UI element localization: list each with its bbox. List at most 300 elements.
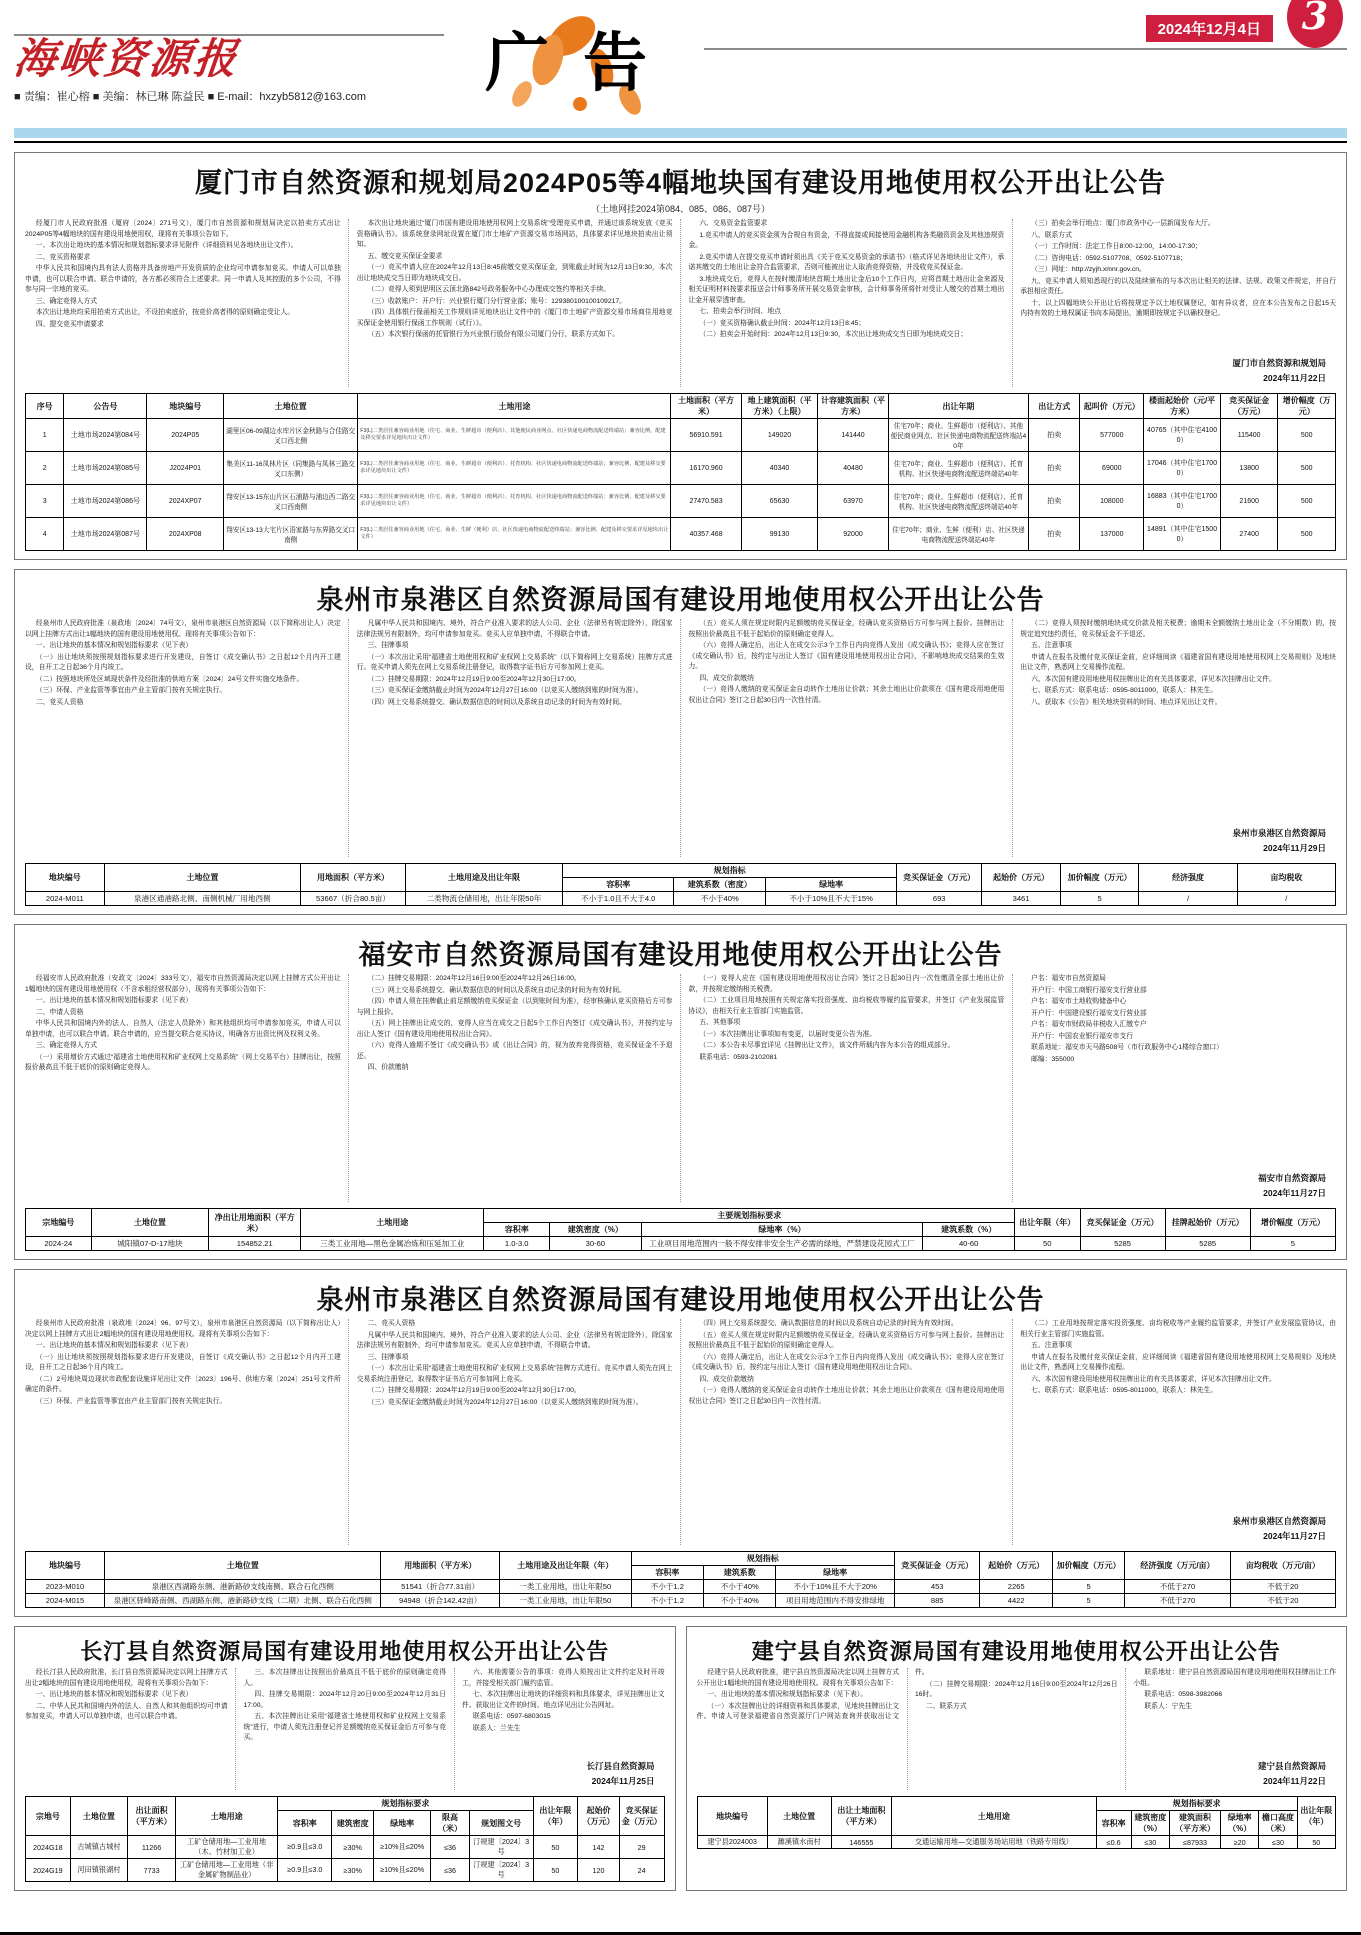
masthead-rule-right <box>704 48 1347 50</box>
column-header: 地块编号 <box>26 1552 105 1580</box>
paragraph: 八、获取本《公告》相关地块资料的时间、地点详见出让文件。 <box>1031 698 1222 706</box>
body-text-area <box>25 1668 665 1790</box>
table-cell: 94948（折合142.42亩） <box>381 1594 499 1608</box>
section-title: 长汀县自然资源局国有建设用地使用权公开出让公告 <box>80 1639 610 1664</box>
body-text-columns <box>25 1319 1336 1545</box>
table-cell: 集美区11-16凤林片区（同集路与凤林三路交叉口东侧） <box>224 452 358 485</box>
column-header: 亩均税收（万元/亩） <box>1230 1552 1335 1580</box>
paragraph: （三）网址：http://zyjh.xmnr.gov.cn。 <box>1031 266 1146 274</box>
table-cell: 693 <box>897 892 982 906</box>
section-title: 建宁县自然资源局国有建设用地使用权公开出让公告 <box>751 1639 1281 1664</box>
table-row <box>26 518 1336 551</box>
section-xiamen-announcement <box>14 152 1347 560</box>
paragraph: 六、本次国有建设用地使用权挂牌出让的有关具体要求，详见本次挂牌出让文件。 <box>1031 675 1276 683</box>
table-cell: 翔安区13-13大宅片区浯家路与东界路交叉口南侧 <box>224 518 358 551</box>
table-cell: 5 <box>1052 1594 1124 1608</box>
table-cell: 2024P05 <box>147 419 224 452</box>
paragraph: 凡属中华人民共和国境内、境外，符合产业准入要求的法人公司、企业（法律另有规定除外），除国家法律法规另有限制外，均可申请参加竞买。竞买人应单独申请，不得联合申请。 <box>356 1331 673 1350</box>
table-cell: 交通运输用地—交通服务场站用地（铁路专用线） <box>892 1836 1096 1849</box>
land-parcel-table <box>25 1208 1336 1251</box>
paragraph: 四、挂牌交易期限：2024年12月20日9:00至2024年12月31日17:00。 <box>243 1691 446 1709</box>
column-header: 土地位置 <box>104 1552 380 1580</box>
table-cell: 40480 <box>818 452 888 485</box>
table-cell: 5 <box>1052 1580 1124 1594</box>
paragraph: 联系电话：0598-3982066 <box>1144 1691 1223 1699</box>
column-header: 序号 <box>26 394 64 419</box>
column-subheader: 建筑密度 <box>332 1811 374 1836</box>
column-subheader: 建筑面积（平方米） <box>1169 1811 1220 1836</box>
column-header: 土地用途 <box>358 394 671 419</box>
paragraph: 凡属中华人民共和国境内、境外，符合产业准入要求的法人公司、企业（法律另有规定除外），除国家法律法规另有限制外，均可申请参加竞买。竞买人应单独申请，不得联合申请。 <box>356 620 673 638</box>
column-header: 起始价（万元） <box>980 1552 1052 1580</box>
table-cell: 11266 <box>128 1836 176 1859</box>
table-cell: 汀规建〔2024〕3号 <box>469 1836 533 1859</box>
table-cell: ≥0.9且≤3.0 <box>278 1859 332 1882</box>
signature-block <box>1224 826 1326 855</box>
signature-org: 福安市自然资源局 <box>1257 1173 1326 1184</box>
bottom-sections-row <box>14 1626 1347 1891</box>
column-subheader: 限高（米） <box>431 1811 469 1836</box>
table-row <box>26 1580 1336 1594</box>
table-cell: 500 <box>1278 419 1336 452</box>
paragraph: （五）竞买人须在规定时限内足额缴纳竞买保证金，经确认竞买资格后方可参与网上报价。挂牌出让按照出价最高且不低于起始价的原则确定竞得人。 <box>688 620 1005 638</box>
column-header: 土地位置 <box>224 394 358 419</box>
table-cell: 56910.591 <box>671 419 741 452</box>
body-text-area <box>25 619 1336 857</box>
paragraph: 十、以上四幅地块公开出让后将按规定予以土地权属登记，如有异议者，应在本公告发布之日起15天内持有效的土地权属证书向本局提出，逾期即按规定予以确权登记。 <box>1020 299 1336 318</box>
paragraph: 一、出让地块的基本情况和规划指标要求（见下表） <box>35 1691 193 1699</box>
column-header: 经济强度（万元/亩） <box>1125 1552 1230 1580</box>
table-cell: 13800 <box>1220 452 1278 485</box>
table-cell: 21600 <box>1220 485 1278 518</box>
table-cell: 115400 <box>1220 419 1278 452</box>
divider-rule <box>14 141 1347 143</box>
column-subheader: 建筑系数（密度） <box>674 878 766 892</box>
table-cell: 149020 <box>741 419 818 452</box>
body-text-columns <box>25 619 1336 857</box>
column-subheader: 建筑密度（%） <box>549 1223 641 1237</box>
table-cell: 土地市场2024第084号 <box>64 419 147 452</box>
table-row <box>26 892 1336 906</box>
table-cell: 50 <box>533 1859 578 1882</box>
table-cell: 141440 <box>818 419 888 452</box>
paragraph: （一）本次出让采用“福建省土地使用权和矿业权网上交易系统”挂牌方式进行。竞买申请人须先在网上交易系统注册登记，取得数字证书后方可参加网上竞买。 <box>356 1365 673 1383</box>
table-cell: ≥10%且≤20% <box>373 1836 430 1859</box>
body-text-columns <box>25 974 1336 1202</box>
signature-date: 2024年11月29日 <box>1263 842 1326 853</box>
table-cell: 2024G19 <box>26 1859 71 1882</box>
body-text-area <box>25 219 1336 387</box>
paragraph: 五、注意事项 <box>1031 642 1072 650</box>
table-cell: 2024XP08 <box>147 518 224 551</box>
column-header: 土地用途 <box>301 1209 484 1237</box>
table-cell: 不小于1.2 <box>631 1580 703 1594</box>
column-header: 起始价（万元） <box>982 864 1061 892</box>
paragraph: （三）环保、产业监管等事宜由产业主管部门按有关规定执行。 <box>35 687 227 695</box>
paragraph: 七、本次挂牌出让地块的详细资料和具体要求，详见挂牌出让文件。获取出让文件的时间、地点详见出让公告网址。 <box>462 1691 665 1709</box>
paragraph: （三）竞买保证金缴纳截止时间为2024年12月27日16:00（以竞买人缴纳到账的时间为准）。 <box>367 1398 643 1406</box>
column-header: 地上建筑面积（平方米）（上限） <box>741 394 818 419</box>
table-cell: 142 <box>578 1836 620 1859</box>
page-number-badge: 3 <box>1287 0 1343 48</box>
column-header: 土地用途 <box>892 1797 1096 1836</box>
paragraph: （一）采用增价方式通过“福建省土地使用权和矿业权网上交易系统”（网上交易平台）挂牌出让，按照报价最高且不低于底价的原则确定竞得人。 <box>25 1053 341 1072</box>
paragraph: 开户行：中国农业银行福安市支行 <box>1031 1032 1134 1040</box>
column-header: 起始价（万元） <box>578 1797 620 1836</box>
column-header: 加价幅度（万元） <box>1052 1552 1124 1580</box>
table-cell: ≥0.9且≤3.0 <box>278 1836 332 1859</box>
table-cell: 4 <box>26 518 64 551</box>
table-cell: 三类工业用地—黑色金属冶炼和压延加工业 <box>301 1237 484 1251</box>
paragraph: 经建宁县人民政府批准，建宁县自然资源局决定以网上挂牌方式公开出让1幅地块的国有建设用地使用权。现将有关事项公告如下： <box>696 1669 899 1687</box>
paragraph: 经厦门市人民政府批准（厦府〔2024〕271号文），厦门市自然资源和规划局决定以拍卖方式出让2024P05等4幅地块的国有建设用地使用权，现将有关事项公告如下。 <box>25 220 341 238</box>
paragraph: （四）网上交易系统提交、确认数据信息的时间以及系统自动记录的时间为有效时间。 <box>367 698 626 706</box>
paragraph: （六）竞得人逾期不签订《成交确认书》或《出让合同》的，视为放弃竞得资格，竞买保证金不予退还。 <box>356 1042 673 1060</box>
staff-credits: ■ 责编：崔心榕 ■ 美编：林已琳 陈益民 ■ E-mail：hxzyb5812@163.com <box>14 91 366 104</box>
table-cell: 不小于40% <box>704 1594 776 1608</box>
table-cell: 工业项目用地范围内一般不得安排非安全生产必需的绿地，严禁建设花园式工厂 <box>641 1237 923 1251</box>
table-cell: 27400 <box>1220 518 1278 551</box>
table-cell: 69000 <box>1080 452 1144 485</box>
table-cell: 2023-M010 <box>26 1580 105 1594</box>
table-cell: 50 <box>1015 1237 1081 1251</box>
column-header: 竞买保证金（万元） <box>894 1552 980 1580</box>
table-cell: 137000 <box>1080 518 1144 551</box>
table-cell: 住宅70年；商业、生鲜超市（便利店）、托育机构、社区快递电商物流配送终端站40年 <box>888 452 1029 485</box>
paragraph: （二）按照地块所处区域现状条件及经批准的供地方案〔2024〕24号文件实施交地条件。 <box>35 675 304 683</box>
table-cell: 不小于1.0且不大于4.0 <box>563 892 674 906</box>
column-subheader: 容积率 <box>631 1566 703 1580</box>
table-cell: 3 <box>26 485 64 518</box>
table-cell: 500 <box>1278 485 1336 518</box>
paragraph: 三、确定竞得人方式 <box>35 297 98 305</box>
column-header: 竞买保证金（万元） <box>1080 1209 1165 1237</box>
table-cell: 湖里区06-09湖边水库片区金秋路与合佳路交叉口西北侧 <box>224 419 358 452</box>
table-cell: ≤0.6 <box>1096 1836 1131 1849</box>
column-group-header: 规划指标 <box>563 864 897 878</box>
body-text-columns <box>697 1668 1337 1790</box>
section-jianning-announcement <box>686 1626 1348 1891</box>
paragraph: （三）竞买保证金缴纳截止时间为2024年12月27日16:00（以竞买人缴纳到账的时间为准）。 <box>367 687 643 695</box>
table-cell: 16170.960 <box>671 452 741 485</box>
table-cell: 24 <box>619 1859 664 1882</box>
paragraph: 七、联系方式：联系电话：0595-8011000，联系人：林先生。 <box>1031 1387 1218 1395</box>
paragraph: （三）环保、产业监管等事宜由产业主管部门按有关规定执行。 <box>35 1397 227 1405</box>
column-header: 出让土地面积（平方米） <box>831 1797 892 1836</box>
paragraph: （一）本次出让采用“福建省土地使用权和矿业权网上交易系统”（以下简称网上交易系统）挂牌方式进行。竞买申请人须先在网上交易系统注册登记，取得数字证书后方可参加网上竞买。 <box>356 653 673 672</box>
table-cell: 50 <box>533 1836 578 1859</box>
land-parcel-table <box>25 393 1336 551</box>
column-header: 竞买保证金（万元） <box>897 864 982 892</box>
column-header: 地块编号 <box>147 394 224 419</box>
paragraph: 申请人在报名及缴付竞买保证金前，应详细阅读《福建省国有建设用地使用权网上交易规则》及地块出让文件，熟悉网上交易操作流程。 <box>1020 1353 1336 1372</box>
table-header-row <box>26 1209 1336 1223</box>
table-cell: 2024-M015 <box>26 1594 105 1608</box>
issue-date: 2024年12月4日 <box>1146 15 1273 42</box>
table-cell: ≤36 <box>431 1859 469 1882</box>
table-cell: ≥10%且≤20% <box>373 1859 430 1882</box>
table-cell: 3461 <box>982 892 1061 906</box>
table-cell: ≥30% <box>332 1836 374 1859</box>
table-cell: 一类工业用地，出让年限50 <box>499 1580 631 1594</box>
signature-date: 2024年11月22日 <box>1263 1775 1326 1786</box>
table-cell: 河田镇银湖村 <box>70 1859 127 1882</box>
table-cell: 99130 <box>741 518 818 551</box>
table-row <box>697 1836 1336 1849</box>
column-header: 用地面积（平方米） <box>381 1552 499 1580</box>
table-cell: 土地市场2024第085号 <box>64 452 147 485</box>
signature-block <box>1250 1759 1326 1788</box>
paragraph: 联系人：兰先生 <box>472 1724 521 1732</box>
column-header: 挂牌起始价（万元） <box>1165 1209 1250 1237</box>
paragraph: 二、竞买资格要求 <box>35 253 91 261</box>
column-header: 净出让用地面积（平方米） <box>209 1209 301 1237</box>
table-cell: 拍卖 <box>1029 419 1080 452</box>
paragraph: 联系地址：福安市天马路508号（市行政服务中心1楼综合窗口） <box>1031 1044 1223 1052</box>
table-cell: 30-60 <box>549 1237 641 1251</box>
section-quangang-announcement-2 <box>14 1269 1347 1617</box>
column-group-header: 规划指标要求 <box>1096 1797 1297 1811</box>
table-cell: 不低于20 <box>1230 1594 1335 1608</box>
table-cell: ≤30 <box>1131 1836 1169 1849</box>
table-cell: 一类工业用地，出让年限50 <box>499 1594 631 1608</box>
table-cell: 453 <box>894 1580 980 1594</box>
table-header-row <box>26 1797 665 1811</box>
body-text-area <box>697 1668 1337 1790</box>
paragraph: （四）申请人须在挂牌截止前足额缴纳竞买保证金（以到账时间为准），经审核确认竞买资格后方可参与网上报价。 <box>356 998 673 1016</box>
paragraph: 二、中华人民共和国境内外的法人、自然人和其他组织均可申请参加竞买，申请人可以单独申请，也可以联合申请。 <box>25 1702 228 1721</box>
paragraph: 联系地址：建宁县自然资源局国有建设用地使用权挂牌出让工作小组。 <box>1133 1669 1336 1687</box>
paragraph: 三、挂牌事项 <box>367 1353 409 1361</box>
column-subheader: 檐口高度（米） <box>1259 1811 1297 1836</box>
land-parcel-table <box>25 1551 1336 1608</box>
paragraph: （二）2号地块周边现状市政配套设施详见出让文件〔2023〕196号、供地方案〔2024〕251号文件所确定的条件。 <box>25 1375 341 1394</box>
table-cell: 4422 <box>980 1594 1052 1608</box>
signature-block <box>1250 1171 1326 1200</box>
column-subheader: 容积率 <box>484 1223 550 1237</box>
table-cell: 2024-M011 <box>26 892 105 906</box>
table-cell: 27470.583 <box>671 485 741 518</box>
paragraph: （三）收款账户：开户行：兴业银行厦门分行营业部；账号：129380100100109217。 <box>367 297 626 305</box>
column-header: 土地面积（平方米） <box>671 394 741 419</box>
paragraph: 三、本次挂牌出让按照出价最高且不低于底价的原则确定竞得人。 <box>243 1669 446 1687</box>
table-cell: 濉溪镇水南村 <box>767 1836 831 1849</box>
body-text-area <box>25 1319 1336 1545</box>
paragraph: 九、竞买申请人须知悉现行的以及陆续颁布的与本次出让相关的法律、法规、政策文件规定，并自行承担相应责任。 <box>1020 277 1336 296</box>
table-cell: 5 <box>1060 892 1139 906</box>
banner-title: 广告 <box>485 27 681 99</box>
column-group-header: 主要规划指标要求 <box>484 1209 1015 1223</box>
signature-org: 泉州市泉港区自然资源局 <box>1232 1516 1326 1527</box>
table-cell: 51541（折合77.31亩） <box>381 1580 499 1594</box>
table-cell: 城阳镇07-D-17地块 <box>91 1237 209 1251</box>
paragraph: （一）竞得人应在《国有建设用地使用权出让合同》签订之日起30日内一次性缴清全部土地出让价款，并按规定缴纳相关税费。 <box>688 975 1005 993</box>
paragraph: （二）拍卖会开始时间：2024年12月13日9:30，本次出让地块成交当日即为地块成交日； <box>699 331 968 339</box>
table-cell: 40-60 <box>923 1237 1015 1251</box>
paragraph: 经泉州市人民政府批准（泉政地〔2024〕74号文），泉州市泉港区自然资源局（以下简称出让人）决定以网上挂牌方式出让1幅地块的国有建设用地使用权。现将有关事项公告如下： <box>25 620 341 638</box>
paragraph: （三）拍卖会举行地点：厦门市政务中心一层新闻发布大厅。 <box>1031 220 1215 227</box>
column-subheader: 容积率 <box>563 878 674 892</box>
table-cell: 500 <box>1278 518 1336 551</box>
paragraph: 五、缴交竞买保证金要求 <box>367 252 443 260</box>
table-cell: 不低于270 <box>1125 1594 1230 1608</box>
column-subheader: 绿地率（%） <box>641 1223 923 1237</box>
table-header-row <box>26 1552 1336 1566</box>
paragraph: 七、联系方式：联系电话：0595-8011000，联系人：林先生。 <box>1031 687 1218 695</box>
table-cell: 泉港区通港路北侧、南侧机械厂用地西侧 <box>104 892 301 906</box>
table-cell: ≤30 <box>1259 1836 1297 1849</box>
paragraph: （四）网上交易系统提交、确认数据信息的时间以及系统自动记录的时间为有效时间。 <box>699 1320 958 1327</box>
table-cell: 土地市场2024第087号 <box>64 518 147 551</box>
table-cell: 住宅70年；商业、生鲜超市（便利店）、其他便民商业网点、社区快递电商物流配送终端站40年 <box>888 419 1029 452</box>
column-subheader: 容积率 <box>1096 1811 1131 1836</box>
table-cell: F3(L)二类居住兼容商业用地（住宅、商业、生鲜超市（便利店）、其他便民商业网点、社区快递电商物流配送终端站；兼容比例、配建及移交要求详见地块出让文件） <box>358 419 671 452</box>
paragraph: 一、本次出让地块的基本情况和规划指标要求详见附件（详细资料见各地块出让文件）。 <box>35 242 298 250</box>
paragraph: 六、交易资金监管要求 <box>699 220 768 227</box>
table-cell: 1 <box>26 419 64 452</box>
table-cell: ≤36 <box>431 1836 469 1859</box>
paragraph: 三、确定竞得人方式 <box>35 1042 98 1050</box>
column-header: 增价幅度（万元） <box>1278 394 1336 419</box>
table-cell: 40340 <box>741 452 818 485</box>
paragraph: （一）竞得人缴纳的竞买保证金自动转作土地出让价款；其余土地出让价款须在《国有建设用地使用权出让合同》签订之日起30日内一次性付清。 <box>688 1387 1005 1405</box>
column-header: 公告号 <box>64 394 147 419</box>
paragraph: 六、本次国有建设用地使用权挂牌出让的有关具体要求，详见本次挂牌出让文件。 <box>1031 1375 1276 1383</box>
paragraph: 三、挂牌事项 <box>367 642 409 650</box>
paragraph: （二）挂牌交易期限：2024年12月16日9:00至2024年12月26日16时。 <box>915 1680 1118 1699</box>
paragraph: （二）工业项目用地按照有关规定落实投资强度、亩均税收等履约监管要求，并签订《产业发展监管协议》，由相关行业主管部门实施监管。 <box>688 997 1005 1015</box>
paragraph: （二）竞得人须按时缴纳地块成交价款及相关税费；逾期未全额缴纳土地出让金（不分期数）的，按规定追究违约责任，竞买保证金不予退还。 <box>1020 620 1336 638</box>
paragraph: （二）咨询电话：0592-5107708、0592-5107718； <box>1031 254 1187 262</box>
land-parcel-table <box>25 863 1336 906</box>
paragraph: （四）具体银行保函相关工作规则详见地块出让文件中的《厦门市土地矿产资源交易市场商住用地竞买保证金使用银行保函工作规则（试行）》。 <box>356 309 673 327</box>
column-header: 土地用途及出让年限 <box>405 864 562 892</box>
paragraph: （二）挂牌交易期限：2024年12月19日9:00至2024年12月30日17:00。 <box>367 1387 581 1395</box>
paragraph: 户名：福安市财政局非税收入汇缴专户 <box>1031 1021 1147 1029</box>
table-cell: 不小于40% <box>674 892 766 906</box>
table-cell: 885 <box>894 1594 980 1608</box>
section-title: 厦门市自然资源和规划局2024P05等4幅地块国有建设用地使用权公开出让公告 <box>194 168 1167 198</box>
paragraph: （二）挂牌交易期限：2024年12月19日9:00至2024年12月30日17:00。 <box>367 675 581 683</box>
paragraph: 二、竞买人资格 <box>367 1320 416 1327</box>
column-header: 宗地编号 <box>26 1209 92 1237</box>
paragraph: 申请人在报名及缴付竞买保证金前，应详细阅读《福建省国有建设用地使用权网上交易规则》及地块出让文件，熟悉网上交易操作流程。 <box>1020 653 1336 672</box>
column-header: 加价幅度（万元） <box>1060 864 1139 892</box>
table-cell: ≤87933 <box>1169 1836 1220 1849</box>
blue-divider-band <box>14 128 1347 138</box>
table-header-row <box>697 1797 1336 1811</box>
table-row <box>26 485 1336 518</box>
paragraph: 邮编：355000 <box>1031 1055 1075 1063</box>
masthead <box>11 0 1347 126</box>
signature-org: 厦门市自然资源和规划局 <box>1232 358 1326 369</box>
column-header: 经济强度 <box>1139 864 1237 892</box>
signature-block <box>1224 356 1326 385</box>
section-subtitle: （土地网挂2024第084、085、086、087号） <box>590 204 771 214</box>
signature-date: 2024年11月27日 <box>1263 1187 1326 1198</box>
table-cell: 154852.21 <box>209 1237 301 1251</box>
column-subheader: 绿地率 <box>373 1811 430 1836</box>
column-group-header: 规划指标 <box>631 1552 894 1566</box>
column-group-header: 规划指标要求 <box>278 1797 533 1811</box>
paragraph: （二）工业用地按规定落实投资强度、亩均税收等产业履约监管要求，并签订产业发展监管协议，由相关行业主管部门实施监管。 <box>1020 1320 1336 1338</box>
section-title: 泉州市泉港区自然资源局国有建设用地使用权公开出让公告 <box>316 1285 1045 1315</box>
table-cell: 577000 <box>1080 419 1144 452</box>
table-cell: 120 <box>578 1859 620 1882</box>
table-cell: 二类物流仓储用地，出让年限50年 <box>405 892 562 906</box>
column-header: 起叫价（万元） <box>1080 394 1144 419</box>
paragraph: 二、竞买人资格 <box>35 698 84 706</box>
column-header: 出让年限（年） <box>1297 1797 1335 1836</box>
paragraph: 经泉州市人民政府批准（泉政地〔2024〕96、97号文），泉州市泉港区自然资源局（以下简称出让人）决定以网上挂牌方式出让2幅地块的国有建设用地使用权。现将有关事项公告如下： <box>25 1320 341 1338</box>
paragraph: 七、拍卖会举行时间、地点 <box>699 308 781 316</box>
paragraph: 五、注意事项 <box>1031 1342 1072 1350</box>
paragraph: （一）出让地块须按照规划指标要求进行开发建设，自签订《成交确认书》之日起12个月内开工建设，自开工之日起36个月内竣工。 <box>25 1353 341 1372</box>
paragraph: 一、出让地块的基本情况和规划指标要求（见下表）。 <box>707 1691 868 1699</box>
signature-org: 泉州市泉港区自然资源局 <box>1232 828 1326 839</box>
table-cell: 17046（其中住宅17000） <box>1144 452 1221 485</box>
table-cell: ≥30% <box>332 1859 374 1882</box>
section-title: 福安市自然资源局国有建设用地使用权公开出让公告 <box>358 940 1003 970</box>
column-subheader: 规划图文号 <box>469 1811 533 1836</box>
paragraph: 经长汀县人民政府批准，长汀县自然资源局决定以网上挂牌方式出让2幅地块的国有建设用地使用权，现将有关事项公告如下： <box>25 1669 228 1687</box>
column-header: 竞买保证金（万元） <box>1220 394 1278 419</box>
paragraph: 开户行：中国工商银行福安支行营业部 <box>1031 986 1147 994</box>
paragraph: （一）出让地块须按照规划指标要求进行开发建设，自签订《成交确认书》之日起12个月内开工建设，自开工之日起36个月内竣工。 <box>25 653 341 672</box>
table-cell: F3(L)二类居住兼容商业用地（住宅、商业、生鲜超市（便利店）、托育机构、社区快递电商物流配送终端站；兼容比例、配建及移交要求详见地块出让文件） <box>358 452 671 485</box>
paragraph: （一）本次挂牌出让的详细资料和具体要求，见地块挂牌出让文件。申请人可登录福建省自然资源厅门户网站查询并获取出让文件。 <box>696 1669 929 1721</box>
paragraph: （一）工作时间：法定工作日8:00-12:00，14:00-17:30； <box>1031 243 1202 251</box>
signature-date: 2024年11月25日 <box>591 1775 655 1786</box>
paragraph: 四、成交价款缴纳 <box>699 674 754 682</box>
table-cell: 拍卖 <box>1029 518 1080 551</box>
section-title: 泉州市泉港区自然资源局国有建设用地使用权公开出让公告 <box>316 585 1045 615</box>
signature-date: 2024年11月22日 <box>1263 372 1326 383</box>
column-header: 宗地号 <box>26 1797 71 1836</box>
column-header: 地块编号 <box>697 1797 767 1836</box>
table-row <box>26 1859 665 1882</box>
signature-org: 建宁县自然资源局 <box>1257 1761 1326 1772</box>
paragraph: 中华人民共和国境内具有法人资格并具备房地产开发资质的企业均可申请参加竞买。申请人可以单独申请，也可以联合申请。联合申请的，各方都必须符合上述要求。同一申请人及其控股的多个公司，不得参与同一宗地的竞买。 <box>25 265 341 294</box>
paragraph: 一、出让地块的基本情况和规划指标要求（见下表） <box>35 997 193 1005</box>
table-cell: 5285 <box>1080 1237 1165 1251</box>
table-row <box>26 419 1336 452</box>
section-quangang-announcement-1 <box>14 569 1347 915</box>
column-header: 楼面起始价（元/平方米） <box>1144 394 1221 419</box>
paragraph: （二）竞得人须到思明区云顶北路842号政务服务中心办理成交签约等相关手续。 <box>367 286 611 294</box>
table-cell: 2024XP07 <box>147 485 224 518</box>
column-header: 出让年限（年） <box>1015 1209 1081 1237</box>
paragraph: 本次出让地块通过“厦门市国有建设用地使用权网上交易系统”受理竞买申请，并通过该系统发放《竞买资格确认书》。该系统登录网址设置在厦门市土地矿产资源交易市场网站，具体要求详见地块拍卖出让须知。 <box>356 220 673 249</box>
table-cell: 65630 <box>741 485 818 518</box>
paragraph: （一）竞买申请人应在2024年12月13日8:45前缴交竞买保证金，到账截止时间为12月13日9:30，本次出让地块成交当日即为地块成交日。 <box>356 264 673 282</box>
newspaper-logo: 海峡资源报 <box>11 34 242 83</box>
table-cell: 5 <box>1250 1237 1335 1251</box>
column-subheader: 绿地率 <box>766 878 897 892</box>
table-cell: 1.0-3.0 <box>484 1237 550 1251</box>
body-text-columns <box>25 219 1336 387</box>
column-header: 计容建筑面积（平方米） <box>818 394 888 419</box>
paragraph: （三）网上交易系统提交、确认数据信息的时间以及系统自动记录的时间为有效时间。 <box>367 986 626 994</box>
land-parcel-table <box>25 1796 665 1882</box>
table-cell: 翔安区13-15东山片区石浦路与浦边西二路交叉口西南侧 <box>224 485 358 518</box>
masthead-left <box>11 8 444 104</box>
table-cell: 拍卖 <box>1029 452 1080 485</box>
paragraph: （六）竞得人确定后，出让人在成交公示3个工作日内向竞得人发出《成交确认书》；竞得人应在签订《成交确认书》后，按约定与出让人签订《国有建设用地使用权出让合同》。 <box>688 1353 1005 1372</box>
paragraph: 户名：福安市土地收购储备中心 <box>1031 998 1127 1006</box>
table-cell: 住宅70年；商业、生鲜超市（便利店）、托育机构、社区快递电商物流配送终端站40年 <box>888 485 1029 518</box>
column-header: 用地面积（平方米） <box>301 864 406 892</box>
